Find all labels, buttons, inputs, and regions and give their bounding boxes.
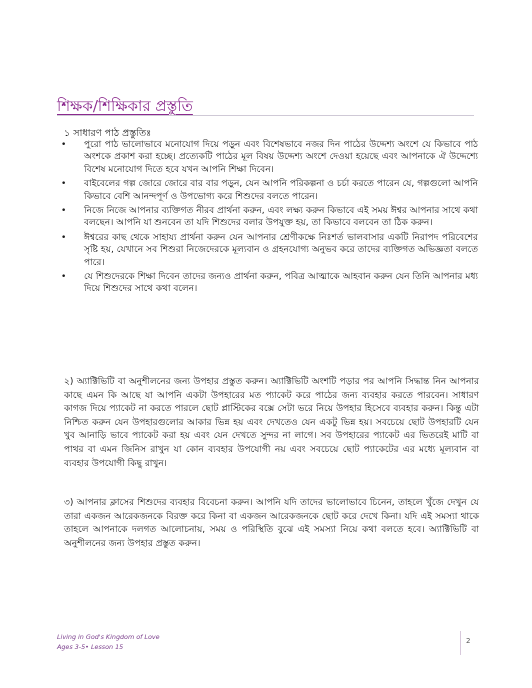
list-item-text: বাইবেলের গল্প জোরে জোরে বার বার পড়ুন, যেন আপনি পরিকল্পনা ও চর্চা করতে পারেন যে, গল্পগুলো আপনি কিভাবে বেশি আনন্দপূর্ণ ও উপভোগ্য করে শিশুদের বলতে পারেন। (84, 179, 478, 202)
page-title: শিক্ষক/শিক্ষিকার প্রস্তুতি (57, 97, 193, 115)
list-item (58, 232, 478, 269)
footer (57, 633, 160, 652)
section-heading: ১ সাধারণ পাঠ প্রস্তুতিঃ (64, 128, 152, 139)
title-divider (57, 115, 474, 116)
bullet-icon: • (61, 232, 67, 243)
footer-series-title: Living in God's Kingdom of Love (57, 633, 160, 641)
bullet-icon: • (61, 179, 67, 190)
list-item-text: নিজে নিজে আপনার ব্যক্তিগত নীরব প্রার্থনা করুন, এবং লক্ষ্য করুন কিভাবে এই সময় ঈশ্বর আপনার সাথে কথা বলছেন। আপনি যা শুনবেন তা যদি শিশুদের বলার উপযুক্ত হয়, তা কিভাবে বলবেন তা ঠিক করুন। (84, 206, 478, 229)
page-number: 2 (466, 637, 471, 645)
bullet-icon: • (61, 140, 67, 150)
bullet-icon: • (61, 206, 67, 217)
list-item (58, 271, 478, 296)
list-item-text: যে শিশুদেরকে শিক্ষা দিবেন তাদের জন্যও প্রার্থনা করুন, পবিত্র আত্মাকে আহবান করুন যেন তিনি আপনার মধ্য দিয়ে শিশুদের সাথে কথা বলেন। (84, 272, 478, 295)
class-behavior-paragraph: ৩) আপনার ক্লাসের শিশুদের ব্যবহার বিবেচনা করুন। আপনি যদি তাদের ভালোভাবে চিনেন, তাহলে খুঁজে দেখুন যে তারা একজন আরেকজনকে বিরক্ত করে কিনা বা একজন আরেকজনকে ছোট করে দেখে কিনা। যদি এই সমস্যা থাকে তাহলে আপনাকে দলগত আলোচনায়, সময় ও পরিস্থিতি বুঝে এই সমস্যা নিয়ে কথা বলতে হবে। অ্যাক্টিভিটি বা অনুশীলনের জন্য উপহার প্রস্তুত করুন। (64, 498, 479, 549)
activity-gift-paragraph: ২) অ্যাক্টিভিটি বা অনুশীলনের জন্য উপহার প্রস্তুত করুন। অ্যাক্টিভিটি অংশটি পড়ার পর আপনি সিদ্ধান্ত নিন আপনার কাছে এমন কি আছে যা আপনি একটা উপহারের মত প্যাকেট করে পাঠের জন্য ব্যবহার করতে পারবেন। সাধারণ কাগজ দিয়ে প্যাকেট না করতে পারলে ছোট প্লাস্টিকের বক্সে সেটা ভরে নিয়ে উপহার হিসেবে ব্যবহার করুন। কিন্তু এটা নিশ্চিত করুন যেন উপহারগুলোর আকার ভিন্ন হয় এবং দেখতেও যেন একটু ভিন্ন হয়। সবচেয়ে ছোট উপহারটি যেন খুব আনাড়ি ভাবে প্যাকেট করা হয় এবং যেন দেখতে সুন্দর না লাগে। সব উপহারের প্যাকেট এর ভিতরেই মাটি বা পাথর বা এমন জিনিস রাখুন যা কোন ব্যবহার উপযোগী নয় এবং সবচেয়ে ছোট প্যাকেটের এর মধ্যে মূল্যবান বা ব্যবহার উপযোগী কিছু রাখুন। (64, 377, 479, 469)
footer-lesson-info: Ages 3-5• Lesson 15 (57, 642, 124, 651)
list-item (58, 205, 478, 230)
list-item-text: ঈশ্বরের কাছ থেকে সাহায্য প্রার্থনা করুন যেন আপনার শ্রেণীকক্ষে নিঃশর্ত ভালবাসার একটি নিরাপদ পরিবেশের সৃষ্টি হয়, যেখানে সব শিশুরা নিজেদেরকে মূল্যবান ও গ্রহনযোগ্য অনুভব করে তাদের ব্যক্তিগত অভিজ্ঞতা বলতে পারে। (84, 232, 478, 268)
bullet-icon: • (61, 272, 67, 283)
footer-divider (460, 631, 461, 655)
list-item (58, 178, 478, 203)
list-item (58, 139, 478, 176)
list-item-text: পুরো পাঠ ভালোভাবে মনোযোগ দিয়ে পড়ুন এবং বিশেষভাবে নজর দিন পাঠের উদ্দেশ্য অংশে যে কিভাবে পাঠ অংশকে প্রকাশ করা হচ্ছে। প্রত্যেকটি পাঠের মূল বিষয় উদ্দেশ্য অংশে দেওয়া হয়েছে এবং আপনাকে ঐ উদ্দেশ্যে বিশেষ মনোযোগ দিতে হবে যখন আপনি শিক্ষা দিবেন। (84, 140, 478, 175)
preparation-bullet-list (58, 139, 478, 298)
